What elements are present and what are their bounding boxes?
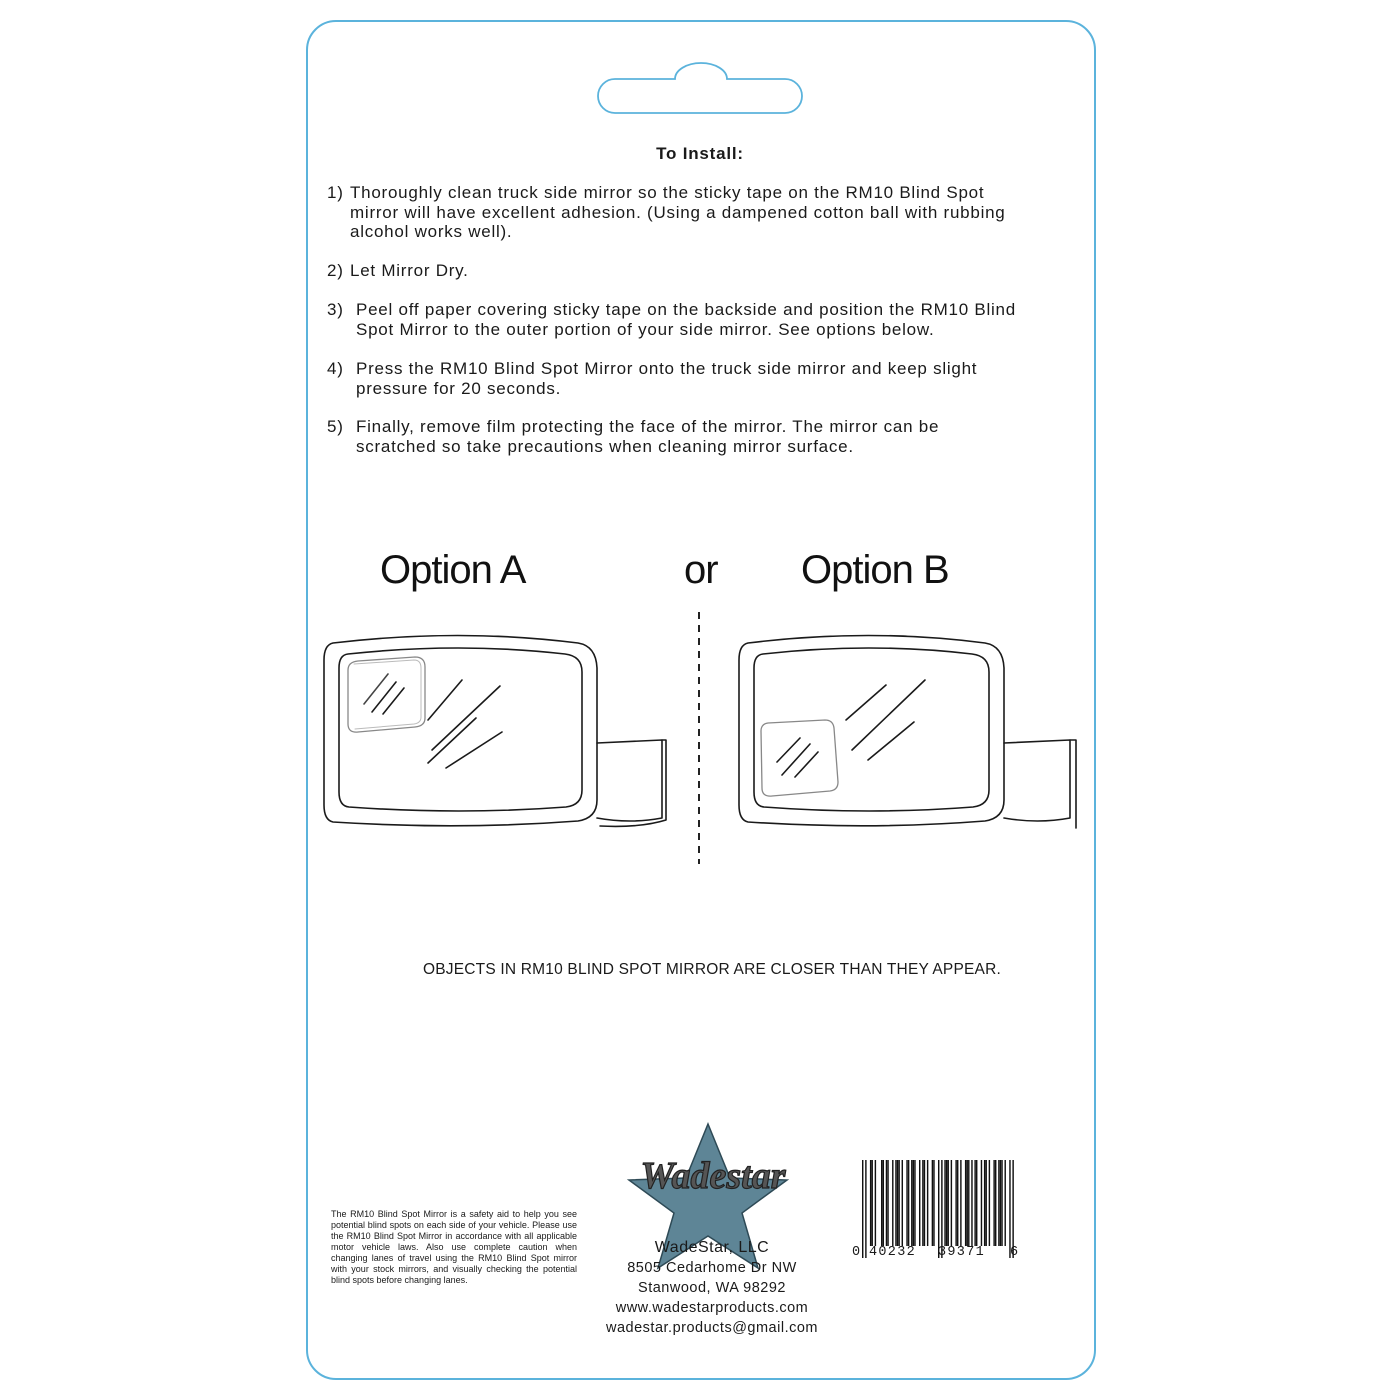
install-title: To Install: (656, 144, 744, 163)
barcode-bar (946, 1160, 947, 1246)
barcode-bar (870, 1160, 871, 1246)
barcode-bar (922, 1160, 923, 1246)
barcode-bar (976, 1160, 977, 1246)
barcode-bar (886, 1160, 887, 1246)
barcode-bar (862, 1160, 863, 1258)
step-2: 2) Let Mirror Dry. (327, 261, 469, 280)
barcode-bar (955, 1160, 956, 1246)
barcode-lead-digit: 0 (852, 1245, 862, 1260)
barcode-bar (1012, 1160, 1013, 1258)
barcode-bar (887, 1160, 888, 1246)
barcode-left-group: 40232 (869, 1245, 917, 1260)
barcode-bar (906, 1160, 907, 1246)
barcode-bar (881, 1160, 882, 1246)
barcode-bar (913, 1160, 914, 1246)
step-4: 4) Press the RM10 Blind Spot Mirror onto the truck side mirror and keep slight pressure for 20 seconds. (327, 359, 978, 398)
barcode-bar (911, 1160, 912, 1246)
barcode-bar (1000, 1160, 1001, 1246)
barcode-bar (967, 1160, 968, 1246)
barcode-bar (998, 1160, 999, 1246)
barcode-bar (919, 1160, 920, 1246)
option-b-label: Option B (801, 548, 949, 592)
barcode-bar (995, 1160, 996, 1246)
step-5: 5) Finally, remove film protecting the face of the mirror. The mirror can be scratched so take precautions when cleaning mirror surface. (327, 417, 940, 456)
barcode-bar (908, 1160, 909, 1246)
barcode-bar (968, 1160, 969, 1246)
barcode-bar (927, 1160, 928, 1246)
barcode-bar (933, 1160, 934, 1246)
barcode-bar (938, 1160, 939, 1258)
barcode-bar (865, 1160, 866, 1258)
company-email[interactable]: wadestar.products@gmail.com (606, 1320, 818, 1336)
barcode-check-digit: 6 (1010, 1245, 1020, 1260)
step-3: 3) Peel off paper covering sticky tape on the backside and position the RM10 Blind Spot Mirror to the outer portion of your side mirror. See options below. (327, 300, 1016, 339)
warning-text: OBJECTS IN RM10 BLIND SPOT MIRROR ARE CLOSER THAN THEY APPEAR. (422, 961, 1001, 978)
barcode-bar (1009, 1160, 1010, 1258)
barcode-bar (897, 1160, 898, 1246)
disclaimer-text: The RM10 Blind Spot Mirror is a safety aid to help you see potential blind spots on each side of your vehicle. Please use the RM10 Blind Spot Mirror in accordance with all applicable motor vehicle laws. Also use complete caution when changing lanes of travel using the RM10 Blind Spot mirror with your stock mirrors, and visually checking the potential blind spots before changing lanes. (331, 1209, 577, 1285)
company-street: 8505 Cedarhome Dr NW (627, 1260, 797, 1276)
barcode-bar (944, 1160, 945, 1246)
barcode-right-group: 39371 (938, 1245, 986, 1260)
barcode-bar (914, 1160, 915, 1246)
barcode-bar (971, 1160, 972, 1246)
barcode-bar (960, 1160, 961, 1246)
barcode-bar (924, 1160, 925, 1246)
barcode-bar (875, 1160, 876, 1246)
barcode-bar (932, 1160, 933, 1246)
barcode-bar (941, 1160, 942, 1258)
barcode-bar (1001, 1160, 1002, 1246)
company-website[interactable]: www.wadestarproducts.com (615, 1300, 809, 1316)
company-name: WadeStar, LLC (654, 1239, 770, 1256)
barcode-bar (986, 1160, 987, 1246)
barcode-bar (965, 1160, 966, 1246)
barcode-bar (951, 1160, 952, 1246)
or-label: or (684, 548, 718, 592)
barcode-bar (892, 1160, 893, 1246)
barcode-bar (993, 1160, 994, 1246)
barcode-bar (957, 1160, 958, 1246)
barcode-bar (902, 1160, 903, 1246)
barcode-bar (895, 1160, 896, 1246)
barcode-bar (872, 1160, 873, 1246)
barcode-bar (883, 1160, 884, 1246)
barcode-bar (989, 1160, 990, 1246)
barcode-bar (981, 1160, 982, 1246)
barcode-bar (898, 1160, 899, 1246)
barcode-bar (974, 1160, 975, 1246)
company-city: Stanwood, WA 98292 (638, 1280, 786, 1296)
barcode-bar (948, 1160, 949, 1246)
step-1: 1) Thoroughly clean truck side mirror so the sticky tape on the RM10 Blind Spot mirror will have excellent adhesion. (Using a dampened cotton ball with rubbing alcohol works well). (327, 183, 1006, 241)
barcode-bar (1005, 1160, 1006, 1246)
barcode-bar (984, 1160, 985, 1246)
option-a-label: Option A (380, 548, 526, 592)
svg-text:Wadestar: Wadestar (640, 1155, 786, 1197)
